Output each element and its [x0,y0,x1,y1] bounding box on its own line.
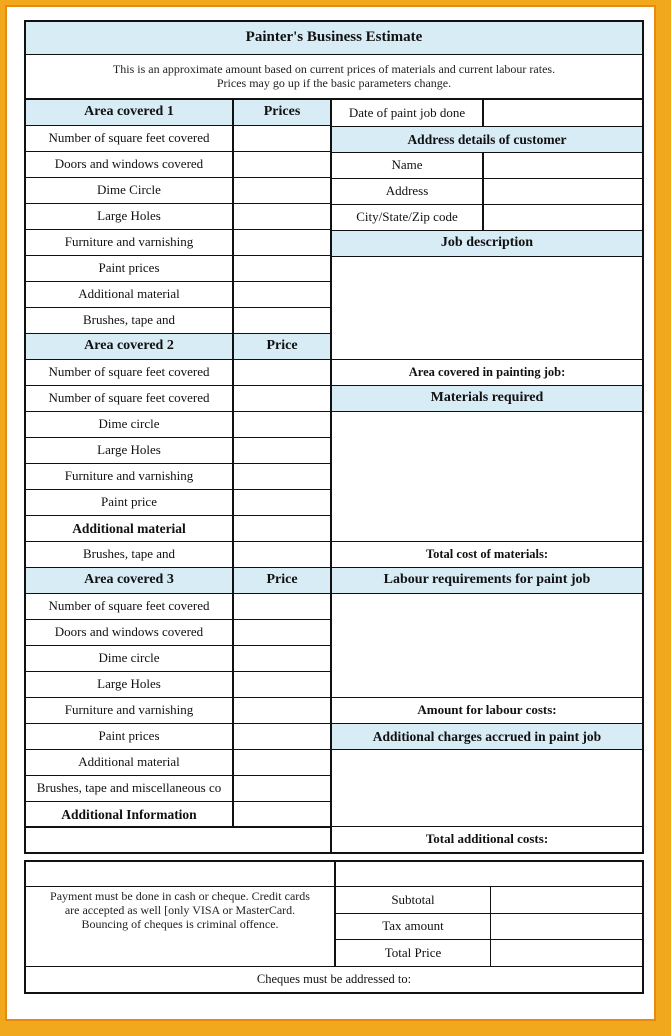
price-value[interactable] [234,802,330,827]
item-label: Doors and windows covered [54,624,204,640]
date-label: Date of paint job done [348,104,466,120]
item-label: Number of square feet covered [48,364,210,380]
price-value[interactable] [234,438,330,463]
totals-blank-right [336,862,642,886]
area-header: Area covered 3 [26,568,232,593]
item-label: Large Holes [97,676,161,692]
item-label: Furniture and varnishing [64,468,194,484]
payment-line-3: Bouncing of cheques is criminal offence. [81,916,279,931]
total-materials-label: Total cost of materials: [425,547,549,562]
item-label: Number of square feet covered [48,390,210,406]
tax-value[interactable] [491,914,642,939]
item-label: Number of square feet covered [48,130,210,146]
price-value[interactable] [234,126,330,151]
address-value[interactable] [484,179,642,204]
price-header: Price [234,568,330,593]
item-label: Brushes, tape and [82,312,176,328]
item-label: Paint prices [98,728,160,744]
price-value[interactable] [234,750,330,775]
price-value[interactable] [234,516,330,541]
item-label: Number of square feet covered [48,598,210,614]
job-description-area[interactable] [332,257,642,359]
item-label: Large Holes [97,208,161,224]
price-value[interactable] [234,698,330,723]
item-label: Brushes, tape and miscellaneous co [36,780,222,796]
price-value[interactable] [234,412,330,437]
item-label: Additional material [78,754,180,770]
price-value[interactable] [234,776,330,801]
price-value[interactable] [234,282,330,307]
price-header: Prices [234,100,330,125]
item-label: Dime circle [98,650,160,666]
item-label: Doors and windows covered [54,156,204,172]
item-label: Paint price [101,494,157,510]
subtotal-label: Subtotal [391,891,435,907]
area-header: Area covered 2 [26,334,232,359]
price-value[interactable] [234,594,330,619]
price-value[interactable] [234,490,330,515]
item-label: Dime circle [98,416,160,432]
additional-info-value[interactable] [26,827,330,852]
price-value[interactable] [234,308,330,333]
price-value[interactable] [234,230,330,255]
price-value[interactable] [234,724,330,749]
item-label: Additional material [72,520,186,536]
price-value[interactable] [234,178,330,203]
price-value[interactable] [234,256,330,281]
area-header: Area covered 1 [26,100,232,125]
labour-requirements-header: Labour requirements for paint job [332,568,642,593]
item-label: Brushes, tape and [82,546,176,562]
city-value[interactable] [484,205,642,230]
cheques-label: Cheques must be addressed to: [256,972,412,987]
payment-line-1: Payment must be done in cash or cheque. Credit cards [50,889,310,903]
payment-terms [26,887,334,943]
total-price-value[interactable] [491,940,642,966]
price-value[interactable] [234,620,330,645]
price-value[interactable] [234,386,330,411]
materials-area[interactable] [332,412,642,541]
city-label: City/State/Zip code [356,209,458,225]
job-description-header: Job description [332,231,642,256]
item-label: Additional material [78,286,180,302]
price-value[interactable] [234,672,330,697]
totals-blank-left [26,862,334,886]
item-label: Furniture and varnishing [64,702,194,718]
payment-line-2: are accepted as well [only VISA or MasterCard. [64,902,296,917]
name-value[interactable] [484,153,642,178]
address-header: Address details of customer [332,127,642,152]
labour-costs-label: Amount for labour costs: [417,702,557,718]
tax-label: Tax amount [382,918,444,934]
price-value[interactable] [234,360,330,385]
item-label: Dime Circle [97,182,161,198]
name-label: Name [391,157,423,173]
price-value[interactable] [234,204,330,229]
intro-line-1: This is an approximate amount based on current prices of materials and current labour rates. [112,61,556,76]
item-label: Large Holes [97,442,161,458]
materials-required-header: Materials required [332,386,642,411]
price-value[interactable] [234,464,330,489]
page-title: Painter's Business Estimate [26,22,642,54]
item-label: Additional Information [61,806,197,822]
address-label: Address [385,183,429,199]
item-label: Furniture and varnishing [64,234,194,250]
price-header: Price [234,334,330,359]
labour-area[interactable] [332,594,642,697]
price-value[interactable] [234,152,330,177]
price-value[interactable] [234,542,330,567]
item-label: Paint prices [98,260,160,276]
additional-charges-header: Additional charges accrued in paint job [332,724,642,749]
subtotal-value[interactable] [491,887,642,913]
total-additional-label: Total additional costs: [425,831,549,847]
intro-text [26,55,642,98]
additional-charges-area[interactable] [332,750,642,826]
date-value[interactable] [484,100,642,126]
price-value[interactable] [234,646,330,671]
area-covered-label: Area covered in painting job: [408,365,566,380]
total-price-label: Total Price [384,944,442,960]
intro-line-2: Prices may go up if the basic parameters change. [216,75,452,90]
